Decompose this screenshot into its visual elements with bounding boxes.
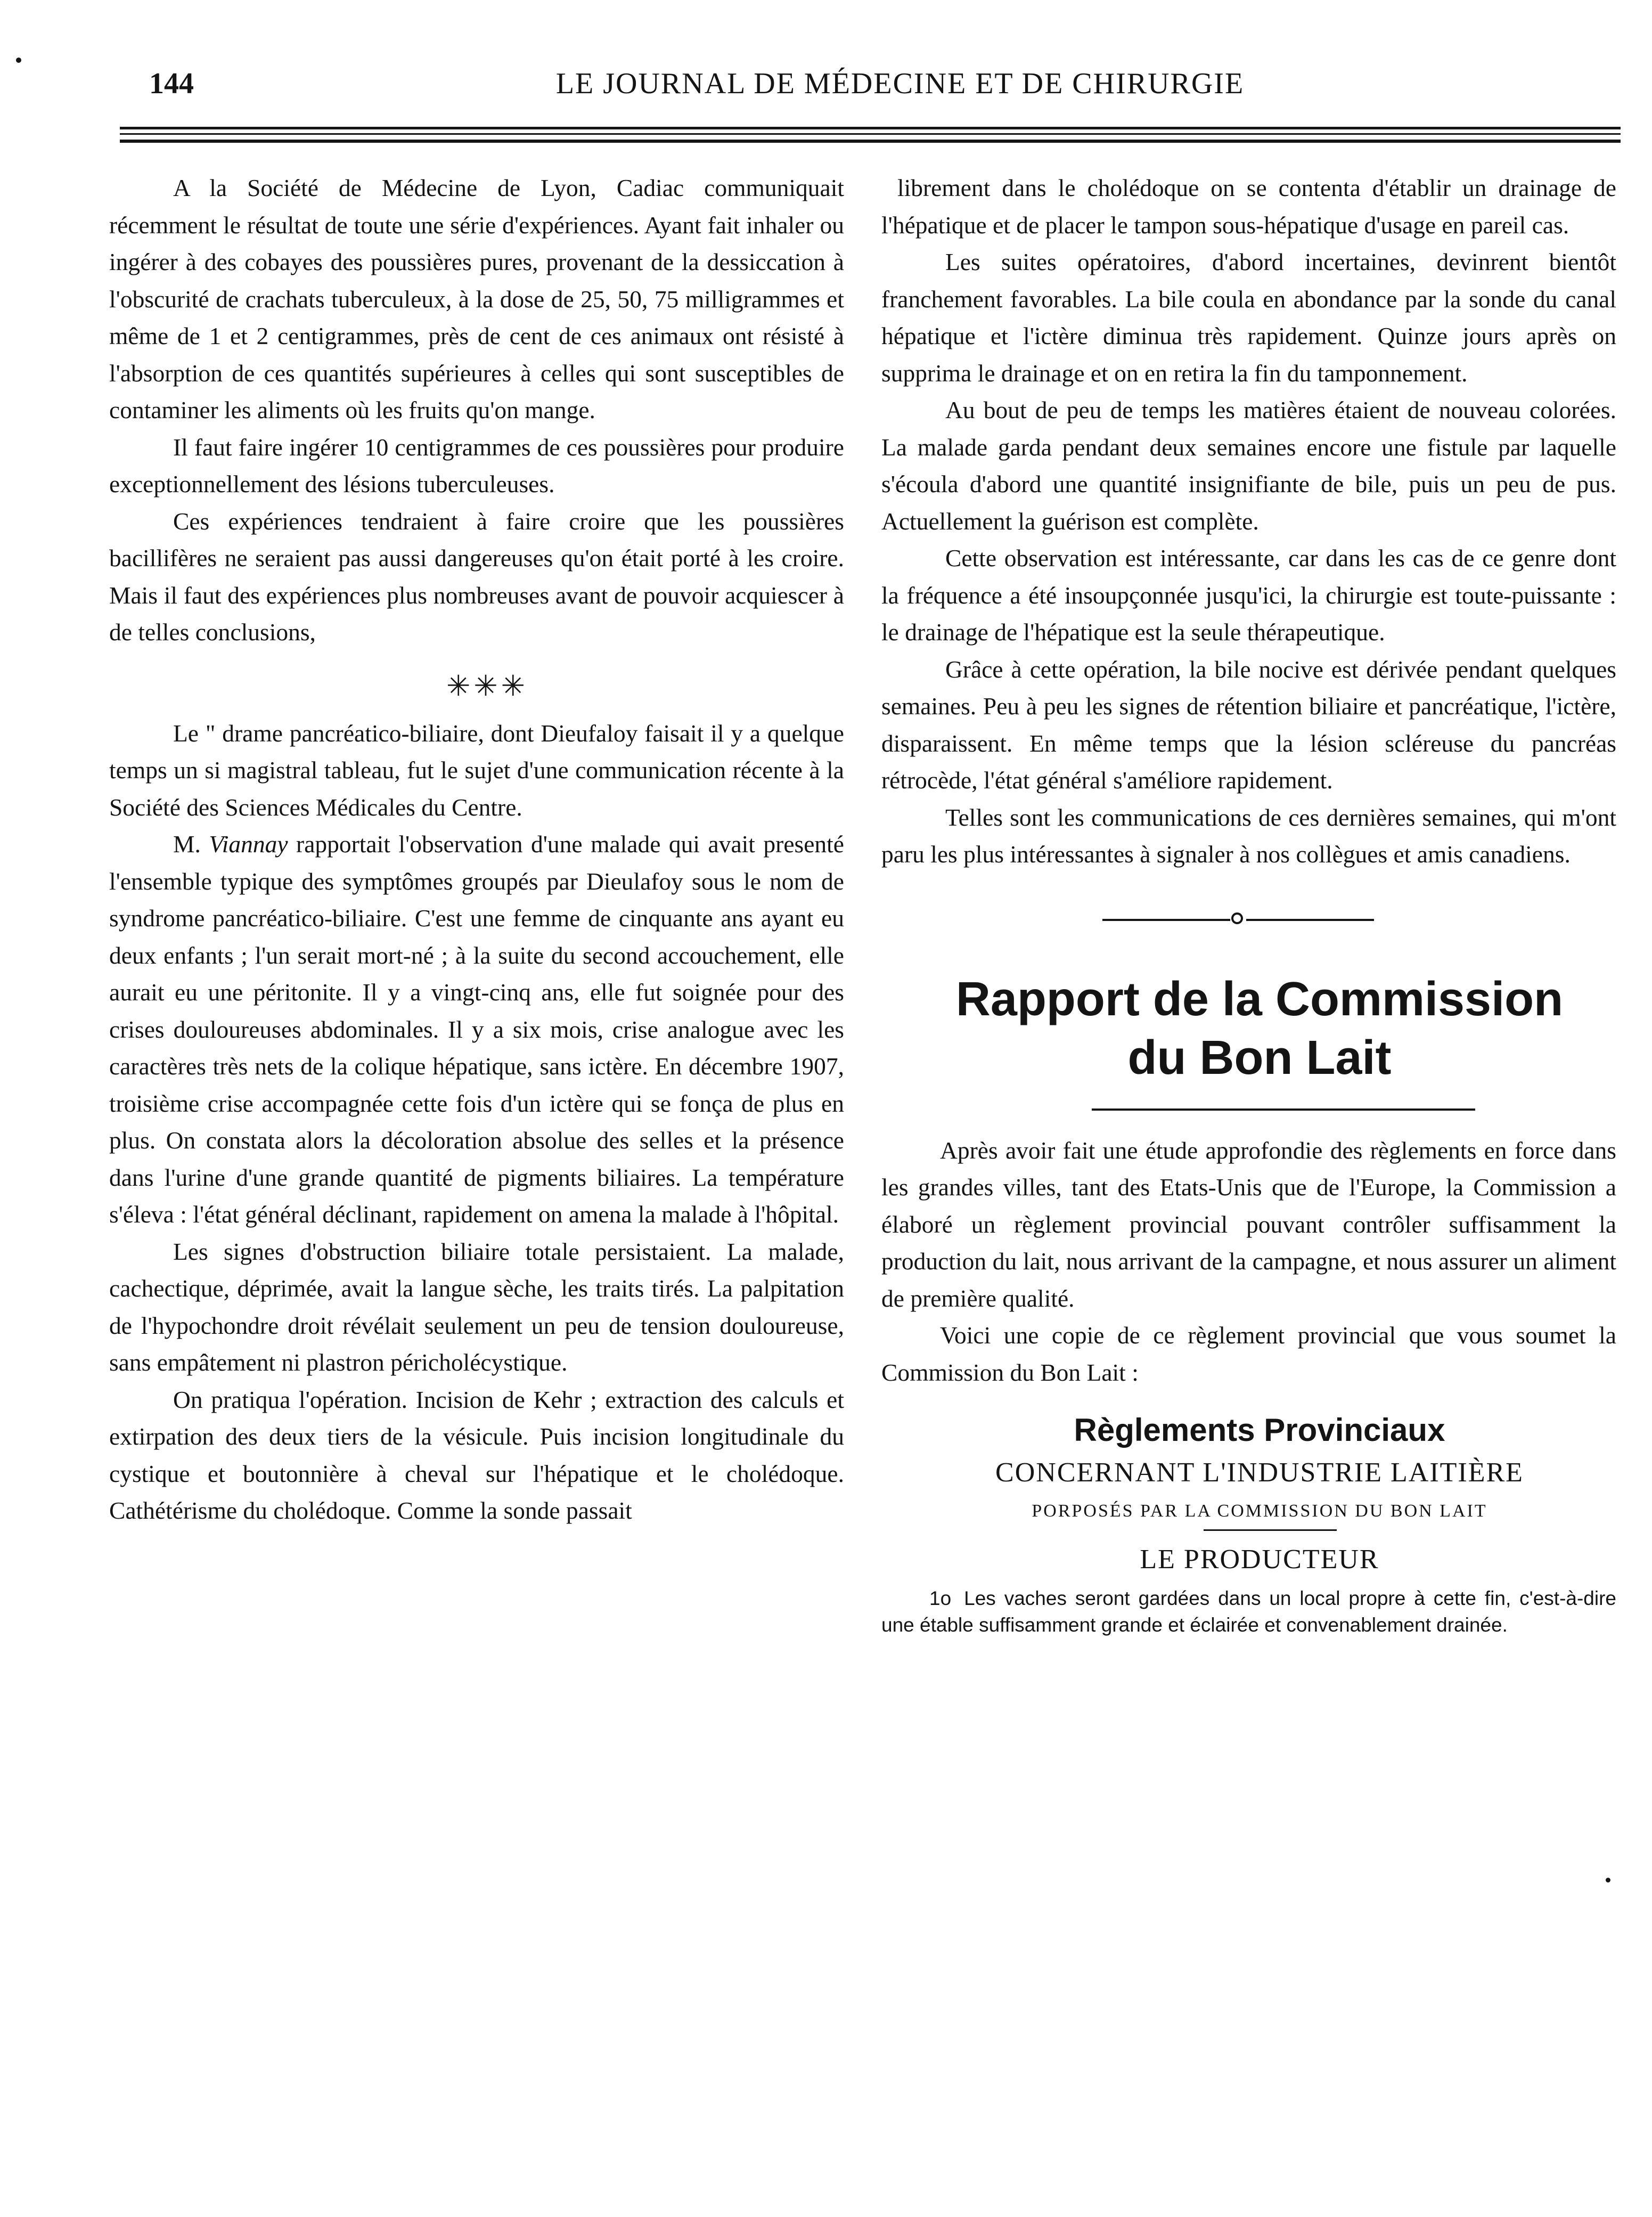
ornament-divider <box>881 901 1616 938</box>
left-column <box>109 169 844 1529</box>
paragraph: Cette observation est intéressante, car dans les cas de ce genre dont la fréquence a été insoupçonnée jusqu'ici, la chirurgie est toute-puissante : le drainage de l'hépatique est la seule thérapeutique. <box>881 544 1616 646</box>
paragraph: Les signes d'obstruction biliaire totale persistaient. La malade, cachectique, déprimée, avait la langue sèche, les traits tirés. La palpitation de l'hypochondre droit révélait seulement un peu de tension douloureuse, sans empâtement ni plastron péricholécystique. <box>109 1237 844 1376</box>
title-rule <box>1092 1108 1475 1111</box>
regulations-subtitle-2: PORPOSÉS PAR LA COMMISSION DU BON LAIT <box>1032 1501 1487 1521</box>
article-title-line: Rapport de la Commission <box>955 972 1564 1026</box>
paragraph <box>109 826 844 1233</box>
paragraph: Après avoir fait une étude approfondie des règlements en force dans les grandes villes, tant des Etats-Unis que de l'Europe, la Commission a élaboré un règlement provincial pouvant contrôler suffisamment la production du lait, nous arrivant de la campagne, et nous assurer un aliment de première qualité. <box>881 1136 1616 1312</box>
paragraph: Voici une copie de ce règlement provincial que vous soumet la Commission du Bon Lait : <box>881 1322 1616 1386</box>
paragraph: Il faut faire ingérer 10 centigrammes de ces poussières pour produire exceptionnellement des lésions tuberculeuses. <box>109 433 844 498</box>
regulations-subtitle: CONCERNANT L'INDUSTRIE LAITIÈRE <box>995 1457 1524 1488</box>
section-heading: LE PRODUCTEUR <box>1140 1544 1379 1575</box>
right-column <box>881 169 1616 1639</box>
page-number: 144 <box>149 67 194 100</box>
regulations-title: Règlements Provinciaux <box>1074 1412 1445 1448</box>
print-speck <box>1606 1878 1610 1882</box>
small-rule <box>1204 1529 1337 1531</box>
paragraph: Le " drame pancréatico-biliaire, dont Dieufaloy faisait il y a quelque temps un si magistral tableau, fut le sujet d'une communication récente à la Société des Sciences Médicales du Centre. <box>109 719 844 821</box>
author-name: Viannay <box>209 830 288 858</box>
paragraph: Les suites opératoires, d'abord incertaines, devinrent bientôt franchement favorables. La bile coula en abondance par la sonde du canal hépatique et l'ictère diminua très rapidement. Quinze jours après on supprima le drainage et on en retira la fin du tamponnement. <box>881 248 1616 387</box>
paragraph-prefix: M. <box>173 830 201 858</box>
article-intro <box>881 1132 1616 1391</box>
header-rule <box>120 133 1621 135</box>
header-rule <box>120 127 1621 129</box>
header-rule <box>120 140 1621 143</box>
article-title-line: du Bon Lait <box>1127 1031 1392 1085</box>
paragraph: On pratiqua l'opération. Incision de Kehr ; extraction des calculs et extirpation des deux tiers de la vésicule. Puis incision longitudinale du cystique et boutonnière à cheval sur l'hépatique et le cholédoque. Cathétérisme du cholédoque. Comme la sonde passait <box>109 1385 844 1524</box>
paragraph-text: rapportait l'observation d'une malade qui avait presenté l'ensemble typique des symptômes groupés par Dieulafoy sous le nom de syndrome pancréatico-biliaire. C'est une femme de cinquante ans ayant eu deux enfants ; l'un serait mort-né ; à la suite du second accouchement, elle aurait eu une péritonite. Il y a vingt-cinq ans, elle fut soignée pour des crises douloureuses abdominales. Il y a six mois, crise analogue avec les caractères très nets de la colique hépatique, sans ictère. En décembre 1907, troisième crise accompagnée cette fois d'un ictère qui se fonça de plus en plus. On constata alors la décoloration absolue des selles et la présence dans l'urine d'une grande quantité de pigments biliaires. La température s'éleva : l'état général déclinant, rapidement on amena la malade à l'hôpital. <box>109 830 844 1228</box>
running-head: LE JOURNAL DE MÉDECINE ET DE CHIRURGIE <box>555 67 1245 100</box>
paragraph: A la Société de Médecine de Lyon, Cadiac communiquait récemment le résultat de toute une série d'expériences. Ayant fait inhaler ou ingérer à des cobayes des poussières pures, provenant de la dessiccation à l'obscurité de crachats tuberculeux, à la dose de 25, 50, 75 milligrammes et même de 1 et 2 centigrammes, près de cent de ces animaux ont résisté à l'absorption de ces quantités supérieures à celles qui sont susceptibles de contaminer les aliments où les fruits qu'on mange. <box>109 174 844 423</box>
paragraph: Ces expériences tendraient à faire croire que les poussières bacillifères ne seraient pas aussi dangereuses qu'on était porté à les croire. Mais il faut des expériences plus nombreuses avant de pouvoir acquiescer à de telles conclusions, <box>109 507 844 646</box>
paragraph: Au bout de peu de temps les matières étaient de nouveau colorées. La malade garda pendant deux semaines encore une fistule par laquelle s'écoula d'abord une quantité insignifiante de bile, puis un peu de pus. Actuellement la guérison est complète. <box>881 396 1616 535</box>
paragraph: librement dans le cholédoque on se contenta d'établir un drainage de l'hépatique et de placer le tampon sous-hépatique d'usage en pareil cas. <box>881 174 1616 239</box>
regulation-article <box>881 1585 1616 1639</box>
print-speck <box>16 58 21 63</box>
section-divider-stars: ✳✳✳ <box>446 670 528 702</box>
article-title <box>881 970 1616 1087</box>
paragraph: Telles sont les communications de ces dernières semaines, qui m'ont paru les plus intéressantes à signaler à nos collègues et amis canadiens. <box>881 803 1616 868</box>
article-text: Les vaches seront gardées dans un local propre à cette fin, c'est-à-dire une étable suffisamment grande et éclairée et convenablement drainée. <box>881 1587 1616 1636</box>
page-header <box>149 67 1619 109</box>
paragraph: Grâce à cette opération, la bile nocive est dérivée pendant quelques semaines. Peu à peu les signes de rétention biliaire et pancréatique, l'ictère, disparaissent. En même temps que la lésion scléreuse du pancréas rétrocède, l'état général s'améliore rapidement. <box>881 655 1616 794</box>
article-number: 1o <box>929 1587 952 1609</box>
